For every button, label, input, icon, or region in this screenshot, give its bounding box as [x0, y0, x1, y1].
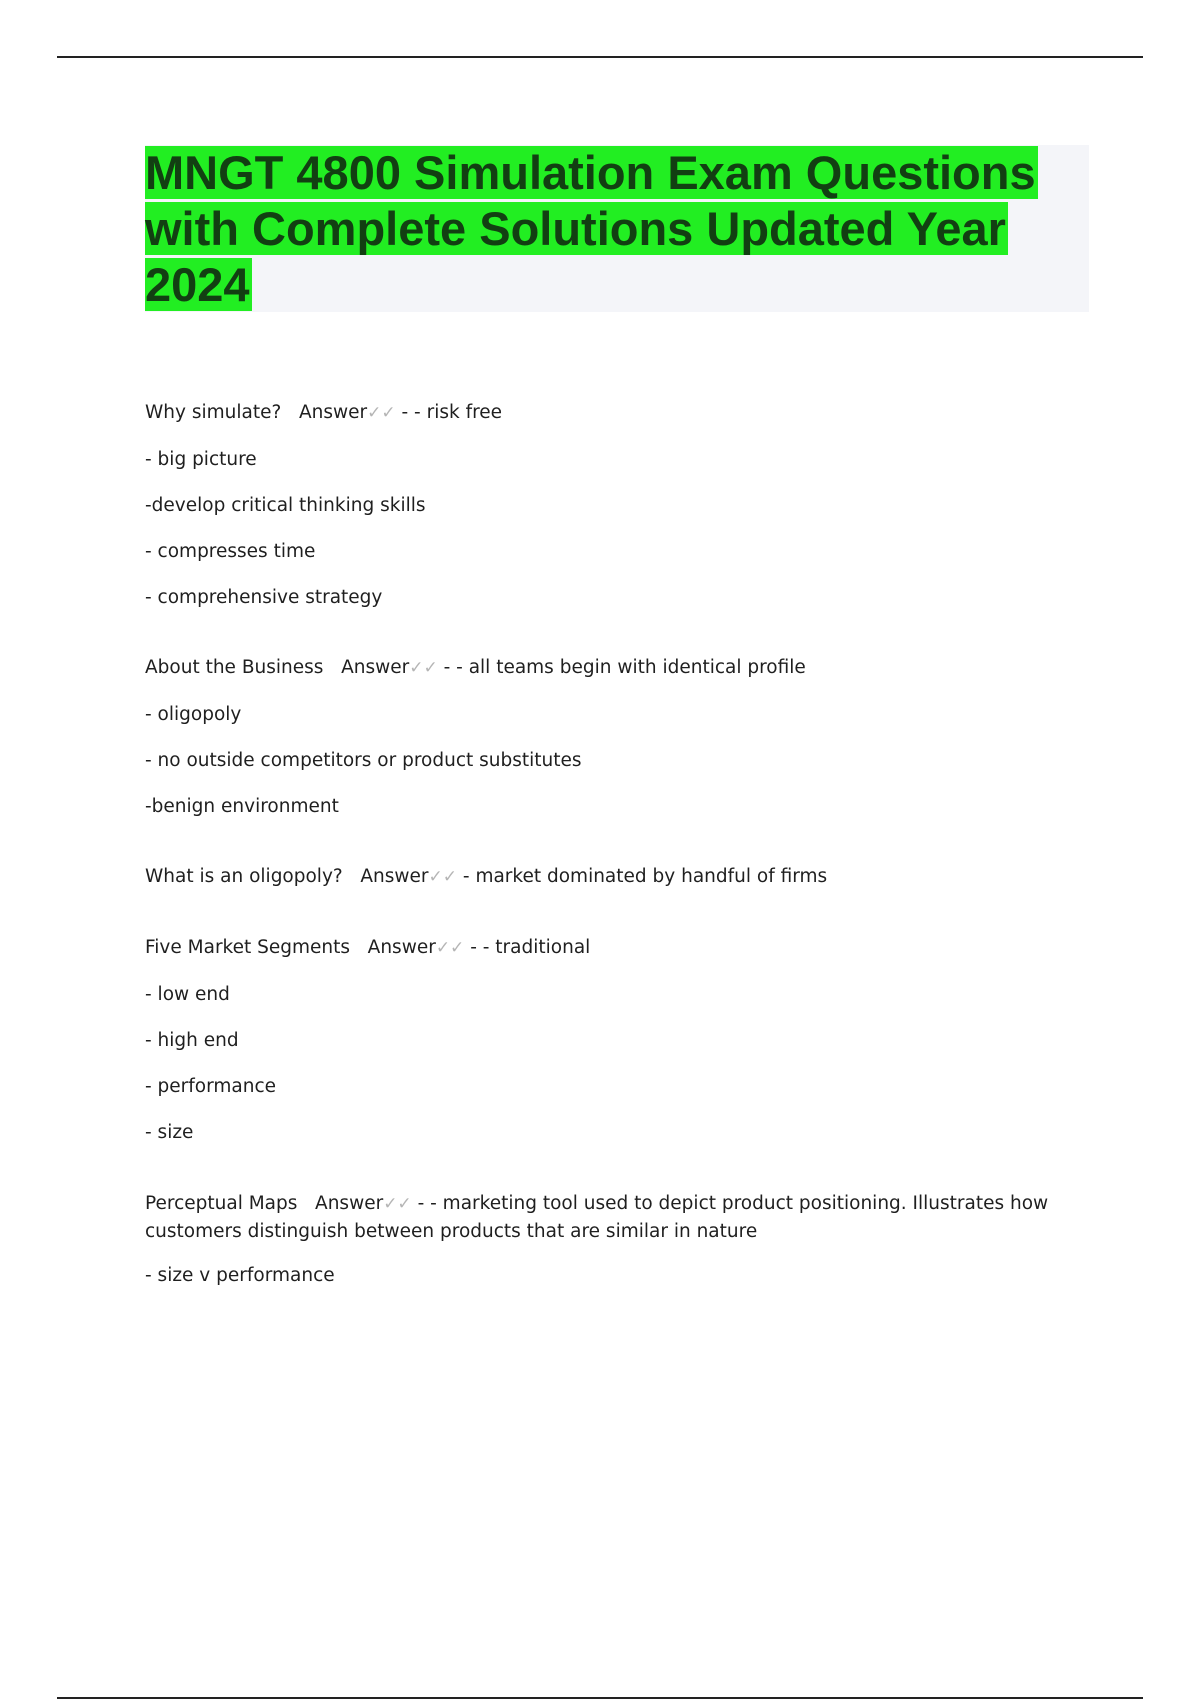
bottom-rule — [57, 1697, 1143, 1699]
answer-text: - - marketing tool used to depict product positioning. Illustrates how customers distinguish between products that are similar in nature — [145, 1193, 1055, 1242]
answer-label: Answer — [367, 937, 436, 958]
answer-line: - oligopoly — [145, 704, 242, 725]
answer-text: - - traditional — [464, 937, 591, 958]
check-icon: ✓✓ — [383, 1194, 412, 1214]
qa-entry — [145, 935, 1065, 1145]
title-block — [145, 145, 1089, 312]
answer-line: -develop critical thinking skills — [145, 495, 426, 516]
answer-line: -benign environment — [145, 796, 339, 817]
answer-text: - market dominated by handful of firms — [457, 866, 828, 887]
answer-line: - size v performance — [145, 1265, 335, 1286]
qa-entry — [145, 864, 1065, 890]
answer-text: - - risk free — [395, 402, 503, 423]
question-line — [145, 864, 1065, 890]
answer-label: Answer — [360, 866, 429, 887]
document-title: MNGT 4800 Simulation Exam Questions with Complete Solutions Updated Year 2024 — [145, 146, 1036, 311]
question-text: Why simulate? — [145, 402, 282, 423]
qa-entry — [145, 1190, 1065, 1288]
answer-line: - comprehensive strategy — [145, 587, 383, 608]
answer-label: Answer — [298, 402, 368, 423]
question-text: Perceptual Maps — [145, 1193, 298, 1214]
question-line — [145, 1190, 1065, 1246]
answer-line: - high end — [145, 1030, 239, 1051]
top-rule — [57, 56, 1143, 58]
check-icon: ✓✓ — [428, 867, 458, 887]
check-icon: ✓✓ — [409, 658, 438, 678]
check-icon: ✓✓ — [367, 403, 396, 423]
question-text: About the Business — [145, 657, 324, 678]
qa-entry — [145, 400, 1065, 610]
question-line — [145, 935, 1065, 961]
answer-line: - big picture — [145, 449, 257, 470]
question-text: What is an oligopoly? — [145, 866, 343, 887]
qa-entry — [145, 655, 1065, 819]
question-line — [145, 655, 1065, 681]
check-icon: ✓✓ — [435, 938, 465, 958]
answer-line: - no outside competitors or product substitutes — [145, 750, 582, 771]
question-text: Five Market Segments — [145, 937, 351, 958]
answer-text: - - all teams begin with identical profile — [437, 657, 806, 678]
answer-line: - performance — [145, 1076, 277, 1097]
answer-line: - size — [145, 1122, 194, 1143]
answer-line: - low end — [145, 984, 230, 1005]
answer-label: Answer — [341, 657, 410, 678]
answer-line: - compresses time — [145, 541, 316, 562]
answer-label: Answer — [315, 1193, 384, 1214]
question-line — [145, 400, 1065, 426]
qa-list — [145, 400, 1065, 1333]
